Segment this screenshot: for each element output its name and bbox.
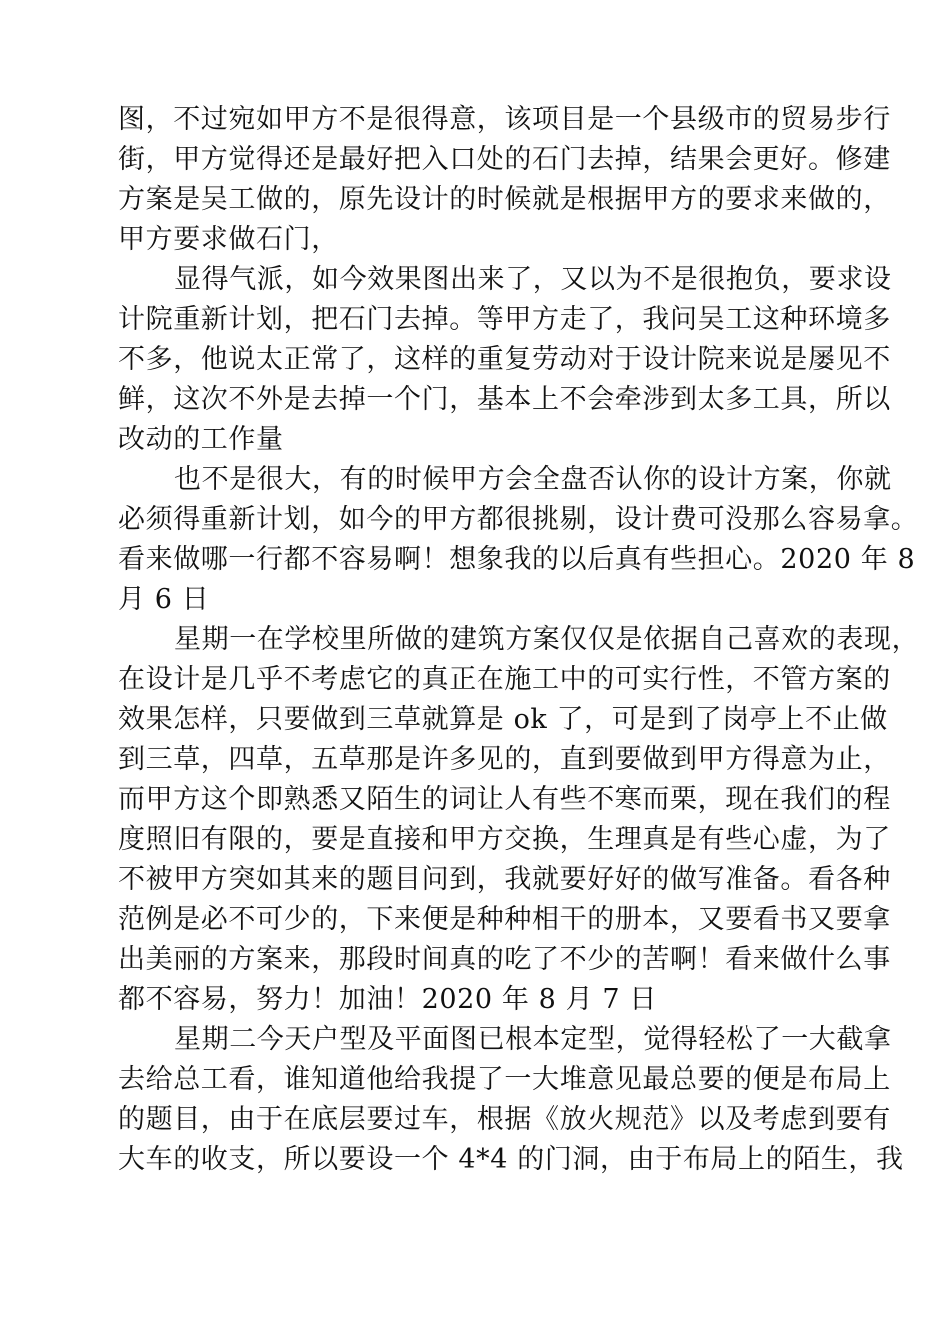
text-line: 去给总工看，谁知道他给我提了一大堆意见最总要的便是布局上 (118, 1064, 891, 1095)
paragraph-first-line: 显得气派，如今效果图出来了，又以为不是很抱负，要求设 (174, 264, 892, 295)
text-line: 都不容易，努力！加油！2020 年 8 月 7 日 (118, 984, 657, 1015)
text-line: 范例是必不可少的，下来便是种种相干的册本，又要看书又要拿 (118, 904, 891, 935)
paragraph-first-line: 星期一在学校里所做的建筑方案仅仅是依据自己喜欢的表现， (174, 624, 920, 655)
text-line: 在设计是几乎不考虑它的真正在施工中的可实行性，不管方案的 (118, 664, 891, 695)
text-line: 改动的工作量 (118, 424, 284, 455)
text-line: 方案是吴工做的，原先设计的时候就是根据甲方的要求来做的， (118, 184, 891, 215)
text-line: 效果怎样，只要做到三草就算是 ok 了，可是到了岗亭上不止做 (118, 704, 888, 735)
text-line: 街，甲方觉得还是最好把入口处的石门去掉，结果会更好。修建 (118, 144, 891, 175)
text-line: 的题目，由于在底层要过车，根据《放火规范》以及考虑到要有 (118, 1104, 891, 1135)
text-line: 不多，他说太正常了，这样的重复劳动对于设计院来说是屡见不 (118, 344, 891, 375)
text-line: 计院重新计划，把石门去掉。等甲方走了，我问吴工这种环境多 (118, 304, 891, 335)
body-text (118, 100, 920, 1180)
text-line: 必须得重新计划，如今的甲方都很挑剔，设计费可没那么容易拿。 (118, 504, 919, 535)
paragraph-first-line: 星期二今天户型及平面图已根本定型，觉得轻松了一大截拿 (174, 1024, 892, 1055)
text-line: 度照旧有限的，要是直接和甲方交换，生理真是有些心虚，为了 (118, 824, 891, 855)
text-line: 看来做哪一行都不容易啊！想象我的以后真有些担心。2020 年 8 (118, 544, 916, 575)
text-line: 到三草，四草，五草那是许多见的，直到要做到甲方得意为止， (118, 744, 891, 775)
text-line: 出美丽的方案来，那段时间真的吃了不少的苦啊！看来做什么事 (118, 944, 891, 975)
text-line: 图，不过宛如甲方不是很得意，该项目是一个县级市的贸易步行 (118, 104, 891, 135)
text-line: 鲜，这次不外是去掉一个门，基本上不会牵涉到太多工具，所以 (118, 384, 891, 415)
paragraph-first-line: 也不是很大，有的时候甲方会全盘否认你的设计方案，你就 (174, 464, 892, 495)
text-line: 而甲方这个即熟悉又陌生的词让人有些不寒而栗，现在我们的程 (118, 784, 891, 815)
text-line: 大车的收支，所以要设一个 4*4 的门洞，由于布局上的陌生，我 (118, 1144, 904, 1175)
text-line: 月 6 日 (118, 584, 210, 615)
text-line: 不被甲方突如其来的题目问到，我就要好好的做写准备。看各种 (118, 864, 891, 895)
text-line: 甲方要求做石门， (118, 224, 339, 255)
